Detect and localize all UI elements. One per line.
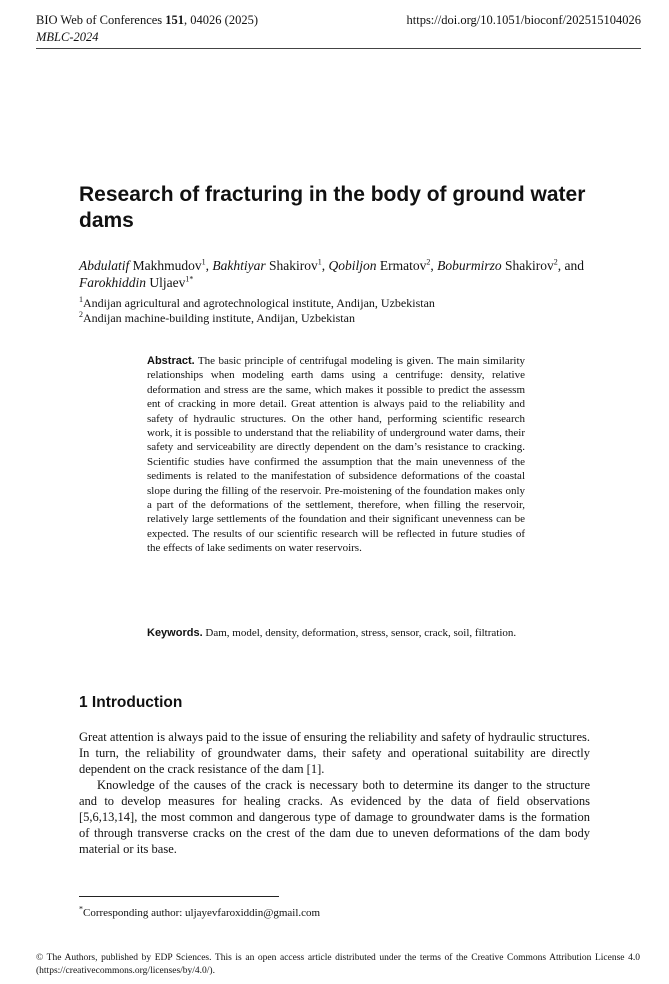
keywords-text: Dam, model, density, deformation, stress, sensor, crack, soil, filtration. — [202, 627, 517, 639]
header-divider — [36, 48, 641, 49]
abstract — [147, 354, 525, 556]
affiliation-item: $^2$Andijan machine-building institute, Andijan, Uzbekistan — [79, 310, 355, 325]
volume-number: 151 — [165, 13, 185, 27]
keywords — [147, 626, 525, 640]
keywords-label: Keywords. — [147, 627, 203, 639]
footnote-divider — [79, 896, 279, 897]
affiliations — [79, 296, 599, 326]
paragraph: Knowledge of the causes of the crack is necessary both to determine its danger to the structure and to develop measures for healing cracks. As evidenced by the data of field observations [5,6,13,14], the most common and dangerous type of damage to groundwater dams is the formation of through transverse cracks on the crest of the dam due to uneven deformations of the dam body material or its base. — [79, 778, 590, 856]
abstract-label: Abstract. — [147, 355, 195, 367]
abstract-text: The basic principle of centrifugal modeling is given. The main similarity relationships when modeling earth dams using a centrifuge: density, relative deformation and stress are the same, which makes it possible to predict the assessm ent of cracking in more detail. Great attention is always paid to the reliability and safety of hydraulic structures. On the other hand, performing scientific research work, it is possible to understand that the reliability of underground water dams, their safety and serviceability are directly dependent on the dam’s resistance to cracking. Scientific studies have confirmed the assumption that the main unevenness of the sediments is related to the manifestation of subsidence deformations of the coastal slope during the filling of the reservoir. Pre-moistening of the foundation makes only a part of the deformations of the settlement, therefore, when filling the reservoir, relatively large settlements of the foundation and their significant unevenness can be expected. The results of our scientific research will be reflected in future studies of the effects of lake sediments on water reservoirs. — [147, 355, 525, 555]
conference-name: MBLC-2024 — [36, 30, 99, 44]
author-given-name: Farokhiddin — [79, 275, 146, 290]
running-header — [36, 12, 258, 46]
footnote: *Corresponding author: uljayevfaroxiddin@gmail.com — [79, 904, 321, 919]
section-heading: 1 Introduction — [79, 694, 183, 711]
paper-title: Research of fracturing in the body of ground water dams — [79, 183, 586, 232]
author-given-name: Qobiljon — [328, 258, 377, 273]
doi-link[interactable]: https://doi.org/10.1051/bioconf/202515104026 — [406, 13, 641, 27]
author-list: Abdulatif Makhmudov$^1$, Bakhtiyar Shakirov$^1$, Qobiljon Ermatov$^2$, Boburmirzo Shakirov$^2$, and Farokhiddin Uljaev$^{1*}$ — [79, 257, 585, 290]
author-given-name: Bakhtiyar — [212, 258, 266, 273]
license-statement: © The Authors, published by EDP Sciences. This is an open access article distributed under the terms of the Creative Commons Attribution License 4.0 (https://creativecommons.org/licenses/by/4.0/). — [36, 953, 640, 976]
journal-citation: BIO Web of Conferences 151, 04026 (2025) — [36, 13, 258, 27]
body-text — [79, 729, 590, 857]
author-given-name: Boburmirzo — [437, 258, 502, 273]
paragraph: Great attention is always paid to the issue of ensuring the reliability and safety of hydraulic structures. In turn, the reliability of groundwater dams, their safety and operational suitability are directly dependent on the crack resistance of the dam [1]. — [79, 730, 590, 776]
author-given-name: Abdulatif — [79, 258, 130, 273]
affiliation-item: $^1$Andijan agricultural and agrotechnological institute, Andijan, Uzbekistan — [79, 295, 435, 310]
